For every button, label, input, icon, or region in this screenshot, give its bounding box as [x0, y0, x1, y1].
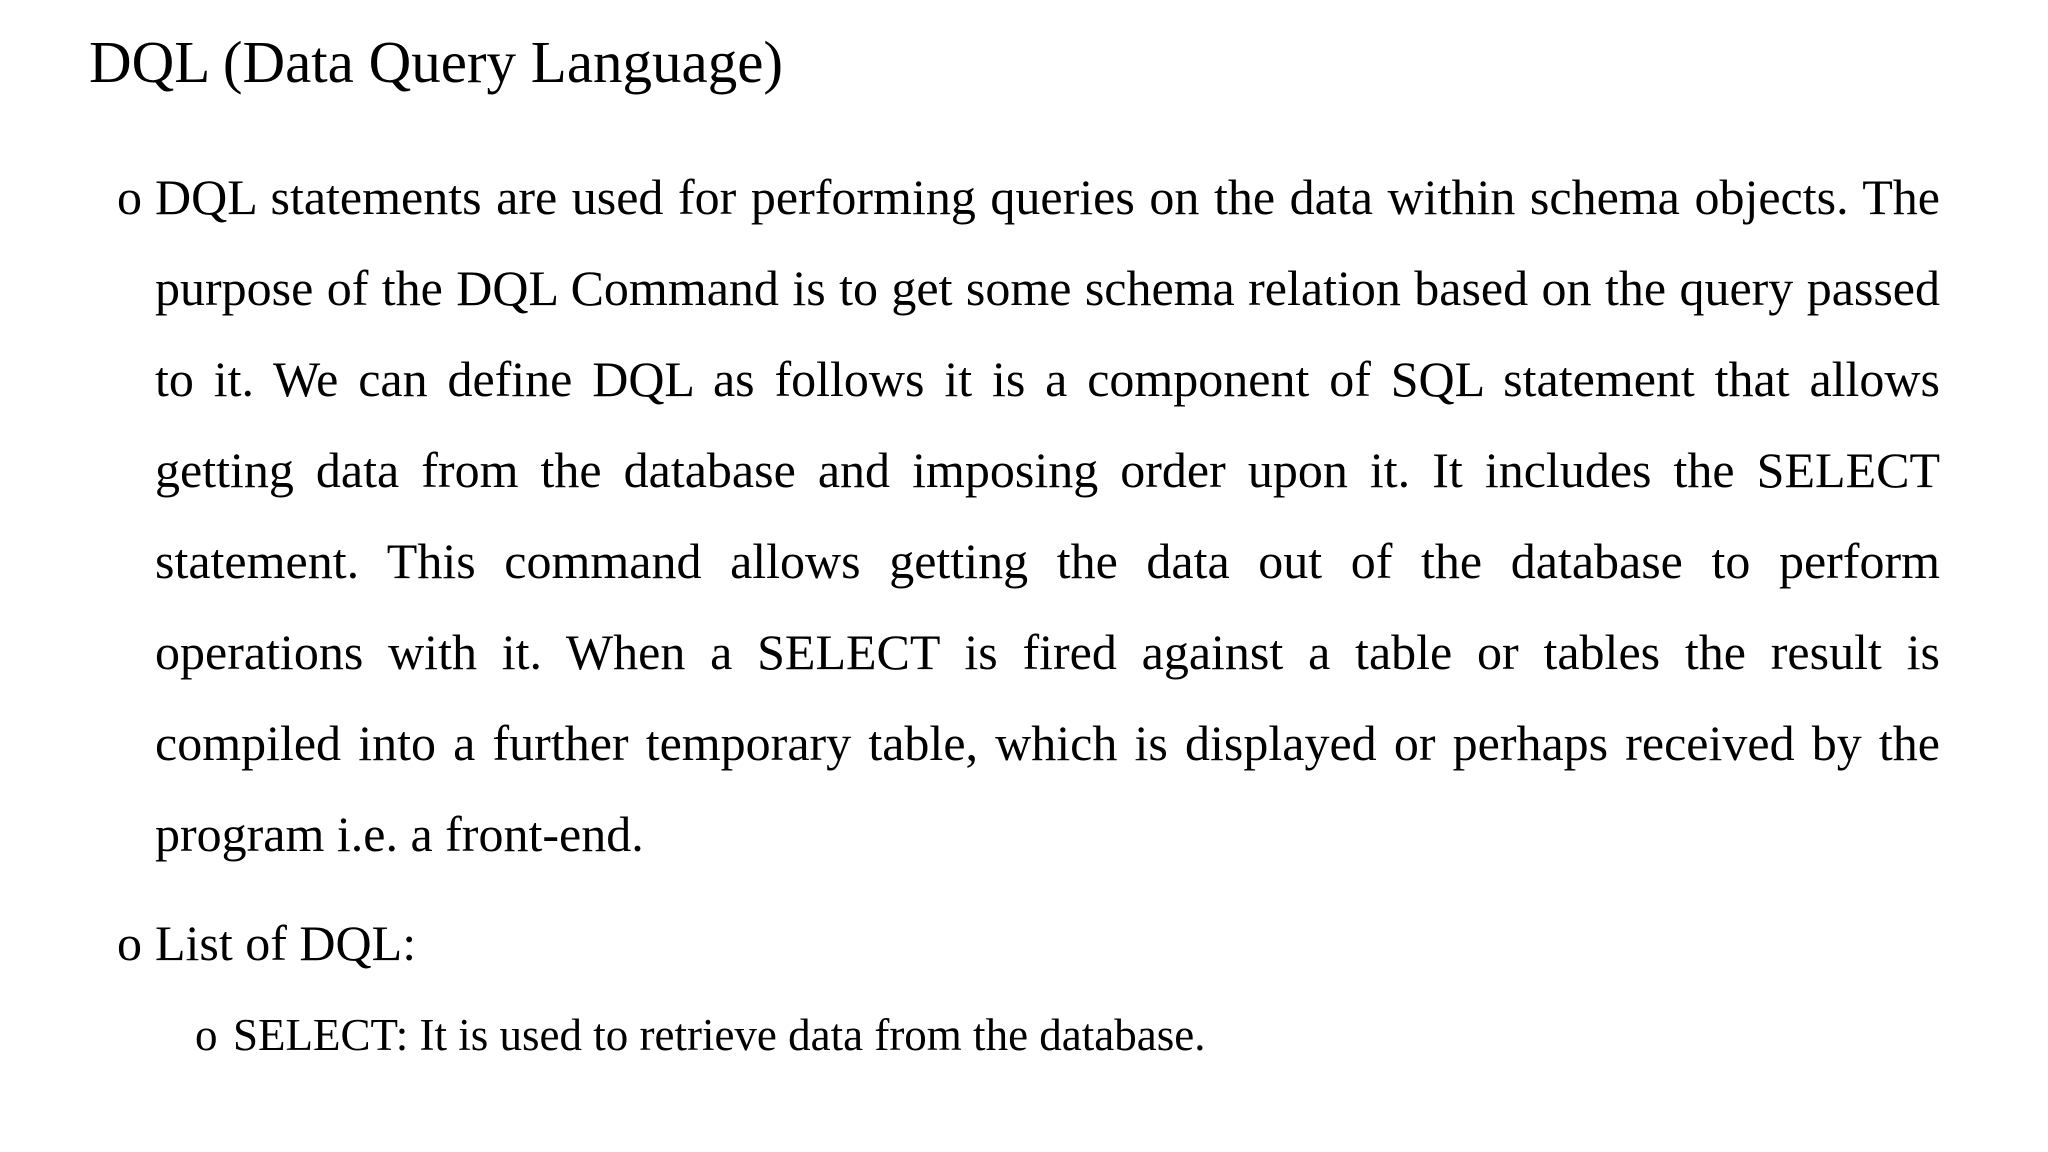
- bullet-text: List of DQL:: [155, 915, 417, 971]
- bullet-item: [117, 898, 1940, 989]
- slide-title: DQL (Data Query Language): [89, 29, 784, 95]
- sub-bullet-item: [195, 1000, 1895, 1070]
- bullet-item: [117, 152, 1940, 880]
- bullet-marker: o: [117, 915, 142, 971]
- sub-bullet-text: SELECT: It is used to retrieve data from the database.: [233, 1010, 1206, 1060]
- bullet-marker: o: [117, 169, 142, 225]
- bullet-text: DQL statements are used for performing queries on the data within schema objects. The purpose of the DQL Command is to get some schema relation based on the query passed to it. We can define DQL as follows it is a component of SQL statement that allows getting data from the database and imposing order upon it. It includes the SELECT statement. This command allows getting the data out of the database to perform operations with it. When a SELECT is fired against a table or tables the result is compiled into a further temporary table, which is displayed or perhaps received by the program i.e. a front-end.: [155, 169, 1940, 862]
- sub-bullet-marker: o: [195, 1010, 218, 1060]
